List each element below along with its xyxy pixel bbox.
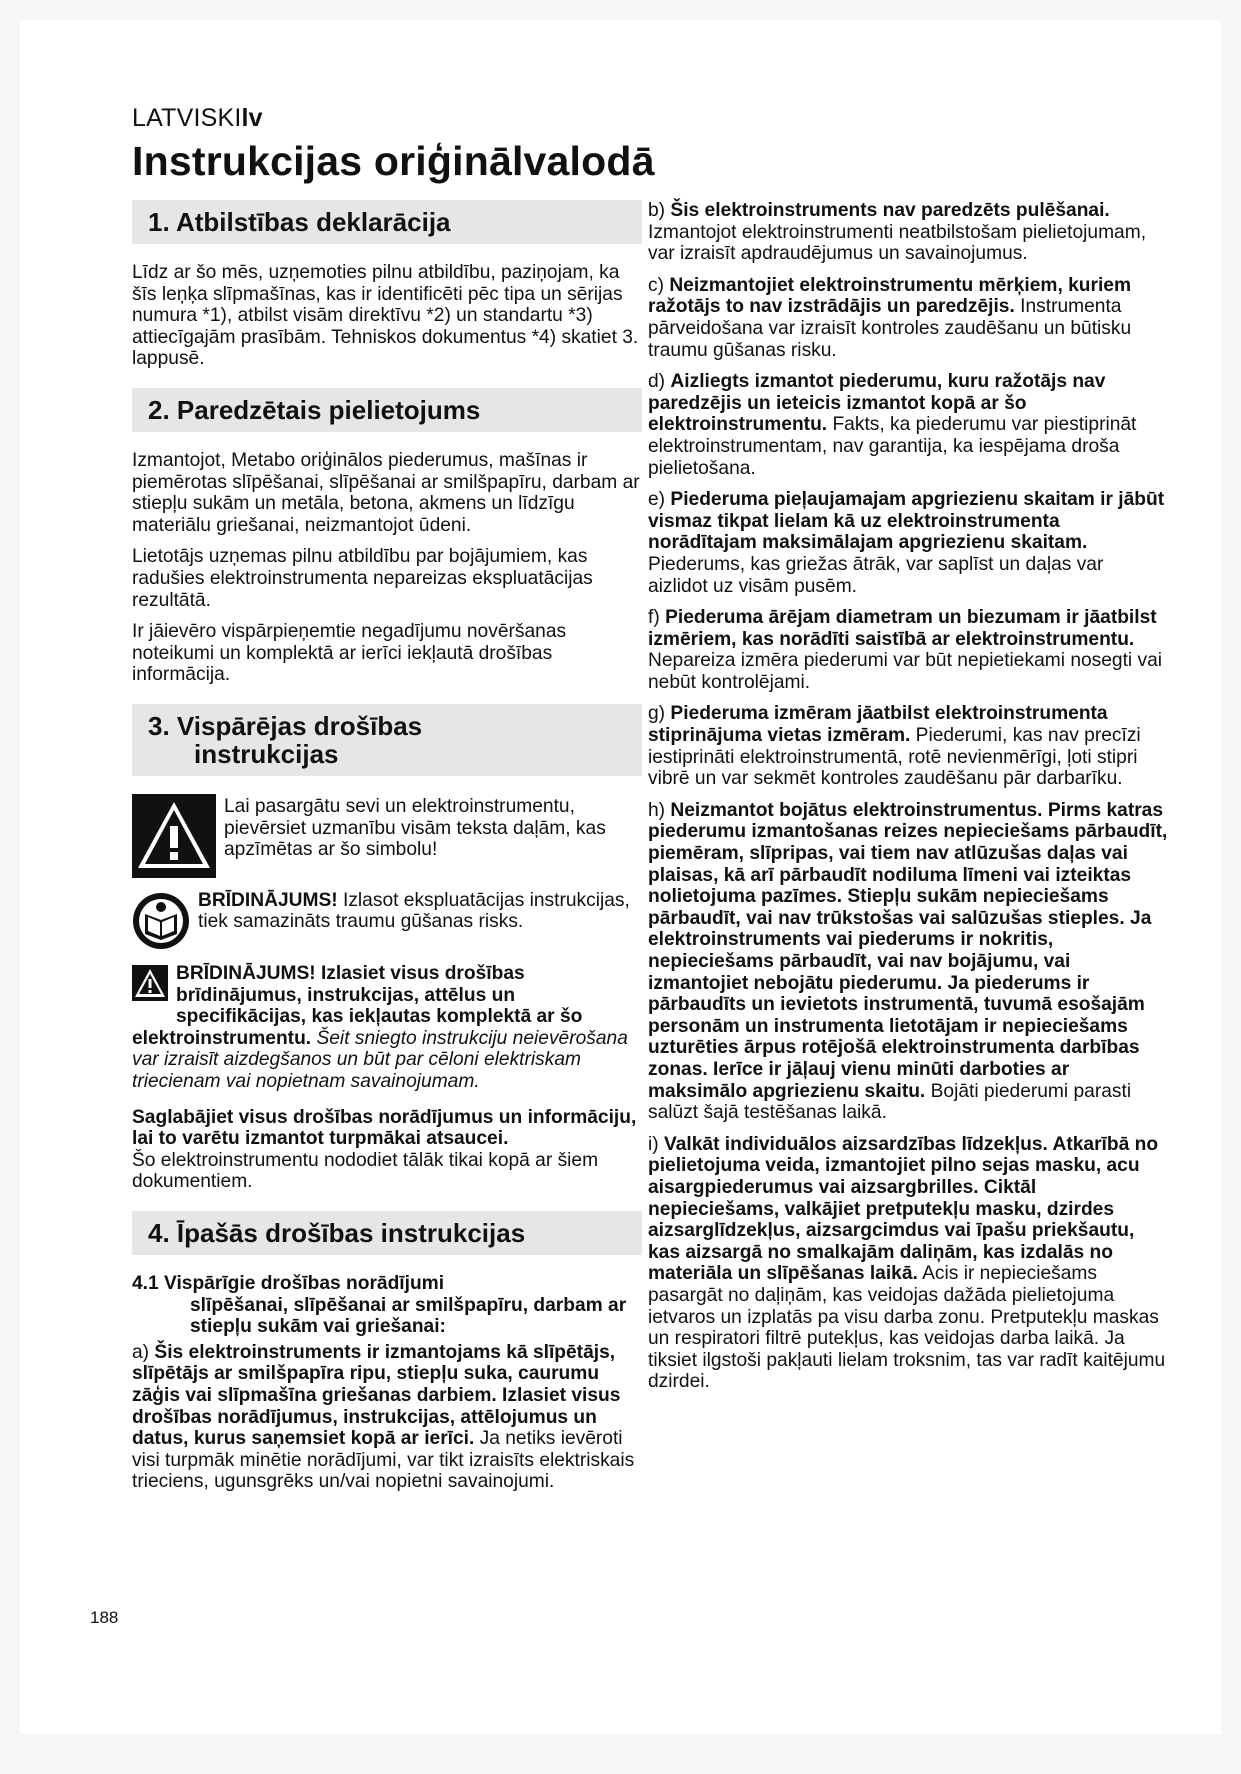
warning-symbol-text: Lai pasargātu sevi un elektroinstrumentu, pievērsiet uzmanību visām teksta daļām, kas apzīmētas ar šo simbolu! (224, 795, 606, 861)
item-b-text: b) Šis elektroinstruments nav paredzēts pulēšanai. Izmantojot elektroinstrumenti neatbilstošam pielietojumam, var izraisīt apdraudējumus un savainojumus. (648, 200, 1147, 265)
section-2-para-1: Izmantojot, Metabo oriģinālos piederumus, mašīnas ir piemērotas slīpēšanai, slīpēšanai ar smilšpapīru, darbam ar stiepļu sukām un metāla, betona, akmens un līdzīgu materiālu griešanai, neizmantojot ūdeni. (132, 449, 640, 536)
item-i-text: i) Valkāt individuālos aizsardzības līdzekļus. Atkarībā no pielietojuma veida, izmantojiet pilno sejas masku, acu aisargpiederumus vai aizsargbrilles. Ciktāl nepieciešams, valkājiet pretputekļu masku, dzirdes aizsarglīdzekļus, aizsargcimdus vai īpašu priekšautu, kas aizsargā no smalkajām daliņām, kas izdalās no materiāla un slīpēšanas laikā. Acis ir nepieciešams pasargāt no daļiņām, kas veidojas dažāda pielietojuma ietvaros un izplatās pa visu darba zonu. Pretputekļu maskas un respiratori filtrē putekļus, kas veidojas darba laikā. Ja tiksiet ilgstoši pakļauti lielam troksnim, tas var radīt kaitējumu dzirdei. (648, 1133, 1166, 1393)
section-1-heading: 1. Atbilstības deklarācija (132, 200, 642, 244)
language-name: LATVISKI (132, 104, 242, 132)
document-title: Instrukcijas oriģinālvalodā (132, 138, 655, 184)
left-column (132, 200, 642, 1503)
language-code: lv (241, 104, 263, 132)
subsection-4-1-heading: 4.1 Vispārīgie drošības norādījumi slīpēšanai, slīpēšanai ar smilšpapīru, darbam ar stiepļu sukām vai griešanai: (132, 1273, 627, 1338)
item-a-text: a) Šis elektroinstruments ir izmantojams kā slīpētājs, slīpētājs ar smilšpapīra ripu, stiepļu suka, caurumu zāģis vai slīpmašīna griešanas darbiem. Izlasiet visus drošības norādījumus, instrukcijas, attēlojumus un datus, kurus saņemsiet kopā ar ierīci. Ja netiks ievēroti visi turpmāk minētie norādījumi, var tikt izraisīts elektriskais trieciens, ugunsgrēks un/vai nopietni savainojumi. (132, 1341, 635, 1493)
item-d-text: d) Aizliegts izmantot piederumu, kuru ražotājs nav paredzējis un ieteicis izmantot kopā ar šo elektroinstrumentu. Fakts, ka piederumu var piestiprināt elektroinstrumentam, nav garantija, ka iespējama droša pielietošana. (648, 371, 1137, 479)
section-3-heading-line2: instrukcijas (194, 738, 339, 769)
item-e-text: e) Piederuma pieļaujamajam apgriezienu skaitam ir jābūt vismaz tikpat lielam kā uz elektroinstrumenta norādītajam maksimālajam apgriezienu skaitam. Piederums, kas griežas ātrāk, var saplīst un daļas var aizlidot uz visām pusēm. (648, 489, 1165, 597)
read-manual-icon (132, 890, 190, 958)
warning-symbol-note (132, 794, 642, 884)
save-instructions-text: Saglabājiet visus drošības norādījumus un informāciju, lai to varētu izmantot turpmākai atsaucei. Šo elektroinstrumentu nododiet tālāk tikai kopā ar šiem dokumentiem. (132, 1106, 637, 1193)
item-f-text: f) Piederuma ārējam diametram un biezumam ir jāatbilst izmēriem, kas norādīti saistībā ar elektroinstrumentu. Nepareiza izmēra piederumi var būt nepietiekami nosegti vai nebūt kontrolējami. (648, 607, 1163, 693)
item-g-text: g) Piederuma izmēram jāatbilst elektroinstrumenta stiprinājuma vietas izmēram. Piederumi, kas nav precīzi iestiprināti elektroinstrumentā, rotē nevienmērīgi, ļoti stipri vibrē un var sekmēt kontroles zaudēšanu pār darbarīku. (648, 703, 1141, 790)
right-column (648, 200, 1168, 1403)
small-warning-icon (132, 965, 168, 1007)
item-h-text: h) Neizmantot bojātus elektroinstrumentus. Pirms katras piederumu izmantošanas reizes nepieciešams pārbaudīt, piemēram, slīpripas, vai tiem nav atlūzušas daļas vai plaisas, kā arī pārbaudīt nodiluma līmeni vai izteiktas nolietojuma pazīmes. Stiepļu sukām nepieciešams pārbaudīt, vai nav trūkstošas vai salūzušas stieples. Ja elektroinstruments vai piederums ir nokritis, nepieciešams pārbaudīt, vai nav bojājumu, vai izmantojiet nebojātu piederumu. Ja piederums ir pārbaudīts un ievietots instrumentā, tuvumā esošajām personām un instrumenta lietotājam ir nepieciešams uzturēties ārpus rotējošā elektroinstrumenta darbības zonas. Ierīce ir jāļauj vienu minūti darboties ar maksimālo apgriezienu skaitu. Bojāti piederumi parasti salūzt šajā testēšanas laikā. (648, 799, 1168, 1124)
item-c-text: c) Neizmantojiet elektroinstrumentu mērķiem, kuriem ražotājs to nav izstrādājis un paredzējis. Instrumenta pārveidošana var izraisīt kontroles zaudēšanu un būtisku traumu gūšanas risku. (648, 274, 1132, 361)
section-4-heading: 4. Īpašās drošības instrukcijas (132, 1211, 642, 1255)
section-3-heading (132, 704, 642, 776)
read-manual-text: BRĪDINĀJUMS! Izlasot ekspluatācijas instrukcijas, tiek samazināts traumu gūšanas risks. (198, 889, 630, 933)
section-2-para-2: Lietotājs uzņemas pilnu atbildību par bojājumiem, kas radušies elektroinstrumenta nepareizas ekspluatācijas rezultātā. (132, 546, 593, 611)
section-2-heading: 2. Paredzētais pielietojums (132, 388, 642, 432)
warning-triangle-icon (132, 794, 216, 884)
language-header (132, 104, 263, 133)
manual-page (20, 20, 1221, 1734)
section-1-text: Līdz ar šo mēs, uzņemoties pilnu atbildību, paziņojam, ka šīs leņķa slīpmašīnas, kas ir identificēti pēc tipa un sērijas numura *1), atbilst visām direktīvu *2) un standartu *3) attiecīgajām prasībām. Tehniskos dokumentus *4) skatiet 3. lappusē. (132, 262, 639, 370)
page-number: 188 (90, 1608, 119, 1627)
read-manual-note (132, 890, 642, 958)
warning-read-all-text: BRĪDINĀJUMS! Izlasiet visus drošības brīdinājumus, instrukcijas, attēlus un specifikācijas, kas iekļautas komplektā ar šo elektroinstrumentu. Šeit sniegto instrukciju neievērošana var izraisīt aizdegšanos un būt par cēloni elektriskam triecienam vai nopietnam savainojumam. (132, 963, 628, 1093)
section-3-heading-line1: 3. Vispārējas drošības (148, 710, 423, 741)
section-2-para-3: Ir jāievēro vispārpieņemtie negadījumu novēršanas noteikumi un komplektā ar ierīci iekļautā drošības informācija. (132, 621, 567, 686)
